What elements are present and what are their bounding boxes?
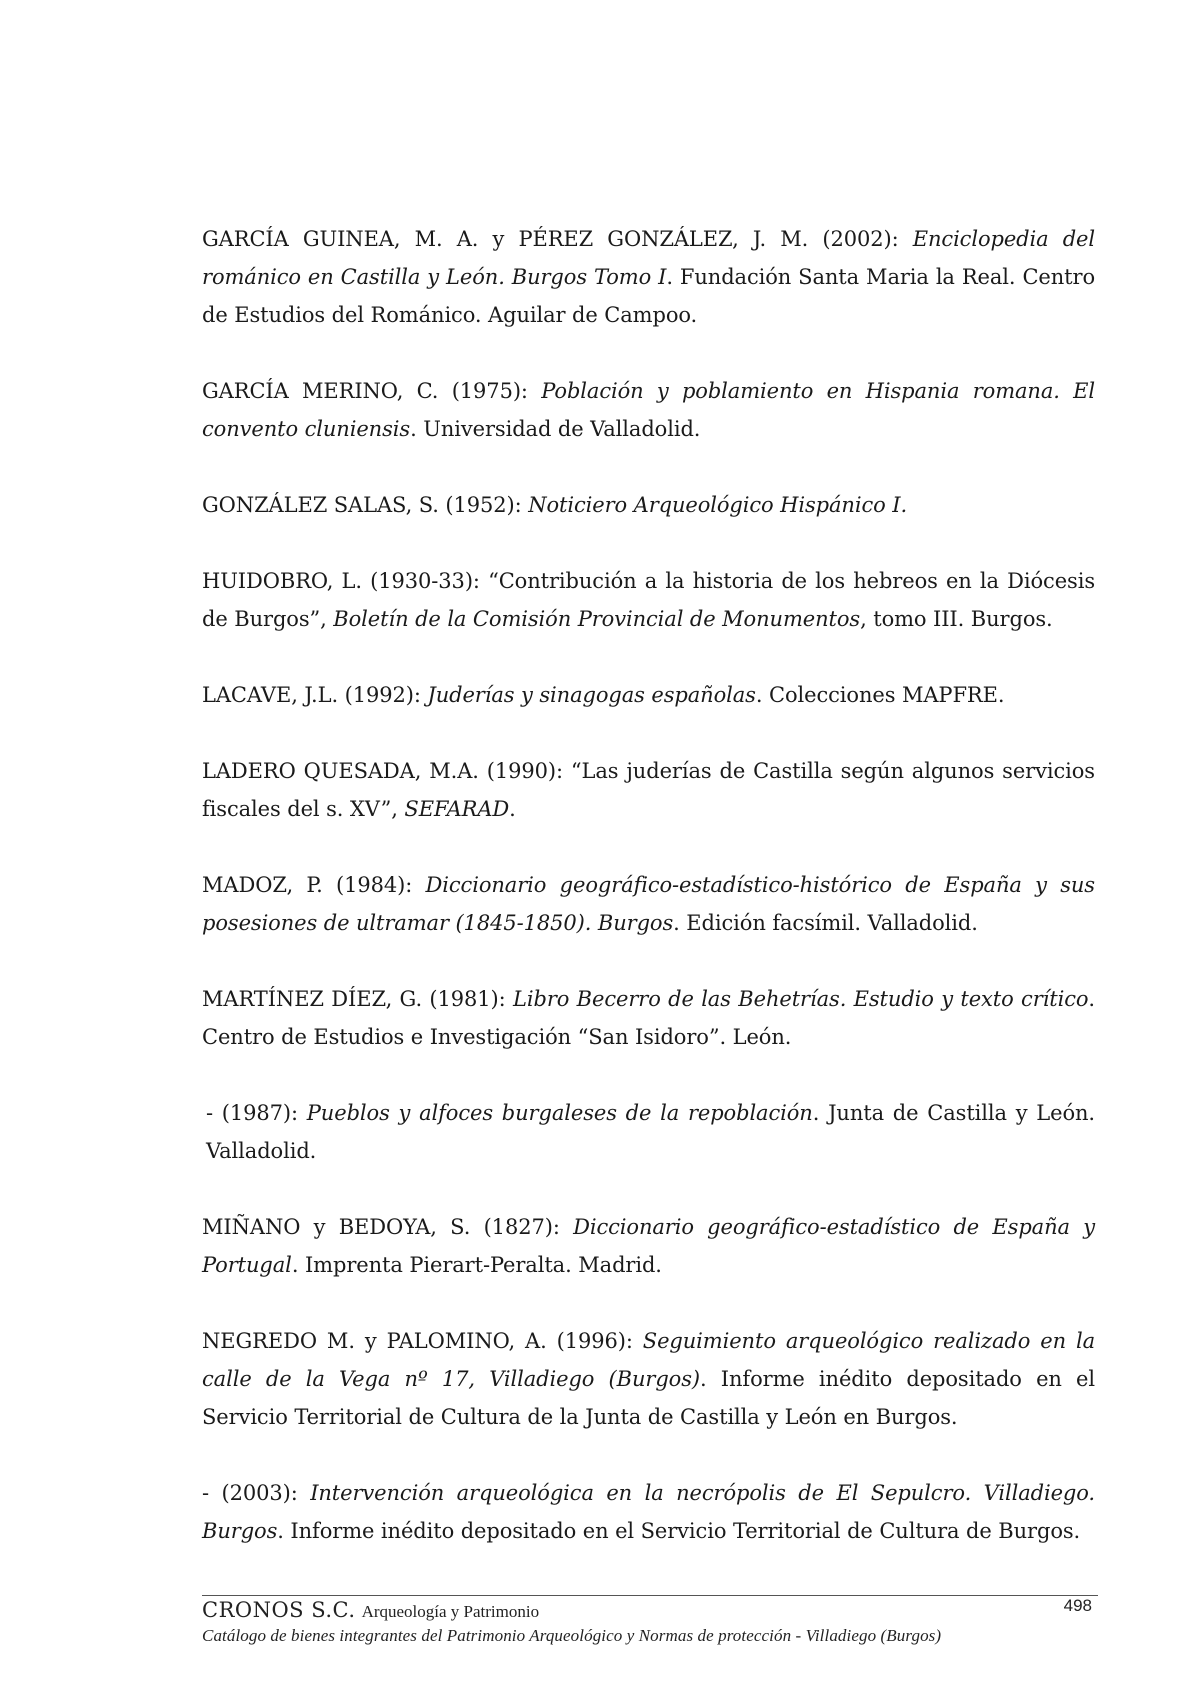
reference-text: . Edición facsímil. Valladolid. <box>673 911 978 935</box>
reference-entry <box>202 372 1095 448</box>
reference-title: Enciclopedia del románico en Castilla y León. Burgos Tomo I <box>202 227 1095 289</box>
reference-text: - (2003): <box>202 1481 311 1505</box>
reference-text: MIÑANO y BEDOYA, S. (1827): <box>202 1215 574 1239</box>
reference-title: SEFARAD <box>404 797 510 821</box>
reference-entry <box>202 980 1095 1056</box>
reference-entry <box>202 1322 1095 1436</box>
reference-text: MADOZ, P. (1984): <box>202 873 426 897</box>
reference-entry <box>202 562 1095 638</box>
footer-brand: CRONOS S.C. <box>202 1598 356 1622</box>
reference-entry <box>202 676 1095 714</box>
reference-text: . Informe inédito depositado en el Servicio Territorial de Cultura de la Junta de Castilla y León en Burgos. <box>202 1367 1095 1429</box>
reference-text: NEGREDO M. y PALOMINO, A. (1996): <box>202 1329 643 1353</box>
reference-text: GARCÍA GUINEA, M. A. y PÉREZ GONZÁLEZ, J. M. (2002): <box>202 227 913 251</box>
reference-entry <box>202 1208 1095 1284</box>
reference-title: Diccionario geográfico-estadístico-histórico de España y sus posesiones de ultramar (1845-1850). Burgos <box>202 873 1095 935</box>
footer-catalog-line: Catálogo de bienes integrantes del Patrimonio Arqueológico y Normas de protección - Villadiego (Burgos) <box>202 1626 942 1645</box>
reference-text: . Centro de Estudios e Investigación “San Isidoro”. León. <box>202 987 1095 1049</box>
reference-text: . Informe inédito depositado en el Servicio Territorial de Cultura de Burgos. <box>277 1519 1081 1543</box>
reference-title: Boletín de la Comisión Provincial de Monumentos <box>333 607 861 631</box>
footer-divider <box>202 1595 1098 1596</box>
reference-entry <box>202 752 1095 828</box>
reference-text: LADERO QUESADA, M.A. (1990): “Las juderías de Castilla según algunos servicios fiscales del s. XV”, <box>202 759 1095 821</box>
reference-entry <box>202 1094 1095 1170</box>
reference-text: MARTÍNEZ DÍEZ, G. (1981): <box>202 987 514 1011</box>
bibliography-list <box>202 220 1095 1588</box>
reference-text: GONZÁLEZ SALAS, S. (1952): <box>202 493 529 517</box>
reference-text: . Imprenta Pierart-Peralta. Madrid. <box>291 1253 662 1277</box>
footer-subtitle: Arqueología y Patrimonio <box>361 1602 540 1621</box>
page-number: 498 <box>1063 1596 1092 1615</box>
reference-title: Pueblos y alfoces burgaleses de la repoblación <box>306 1101 813 1125</box>
reference-title: Intervención arqueológica en la necrópolis de El Sepulcro. Villadiego. Burgos <box>202 1481 1095 1543</box>
reference-title: Noticiero Arqueológico Hispánico I. <box>528 493 908 517</box>
reference-text: GARCÍA MERINO, C. (1975): <box>202 379 542 403</box>
reference-entry <box>202 1474 1095 1550</box>
reference-text: - (1987): <box>206 1101 307 1125</box>
reference-text: . <box>509 797 516 821</box>
reference-entry <box>202 220 1095 334</box>
reference-text: , tomo III. Burgos. <box>860 607 1053 631</box>
reference-text: . Junta de Castilla y León. Valladolid. <box>206 1101 1095 1163</box>
reference-text: LACAVE, J.L. (1992): <box>202 683 428 707</box>
reference-entry <box>202 486 1095 524</box>
reference-title: Diccionario geográfico-estadístico de España y Portugal <box>202 1215 1095 1277</box>
reference-text: . Universidad de Valladolid. <box>410 417 701 441</box>
reference-title: Juderías y sinagogas españolas <box>427 683 756 707</box>
reference-text: HUIDOBRO, L. (1930-33): “Contribución a la historia de los hebreos en la Diócesis de Burgos”, <box>202 569 1095 631</box>
reference-text: . Colecciones MAPFRE. <box>755 683 1005 707</box>
reference-entry <box>202 866 1095 942</box>
reference-title: Libro Becerro de las Behetrías. Estudio y texto crítico <box>513 987 1089 1011</box>
page-footer <box>202 1595 1098 1646</box>
reference-title: Población y poblamiento en Hispania romana. El convento cluniensis <box>202 379 1095 441</box>
reference-text: . Fundación Santa Maria la Real. Centro de Estudios del Románico. Aguilar de Campoo. <box>202 265 1095 327</box>
reference-title: Seguimiento arqueológico realizado en la calle de la Vega nº 17, Villadiego (Burgos) <box>202 1329 1095 1391</box>
